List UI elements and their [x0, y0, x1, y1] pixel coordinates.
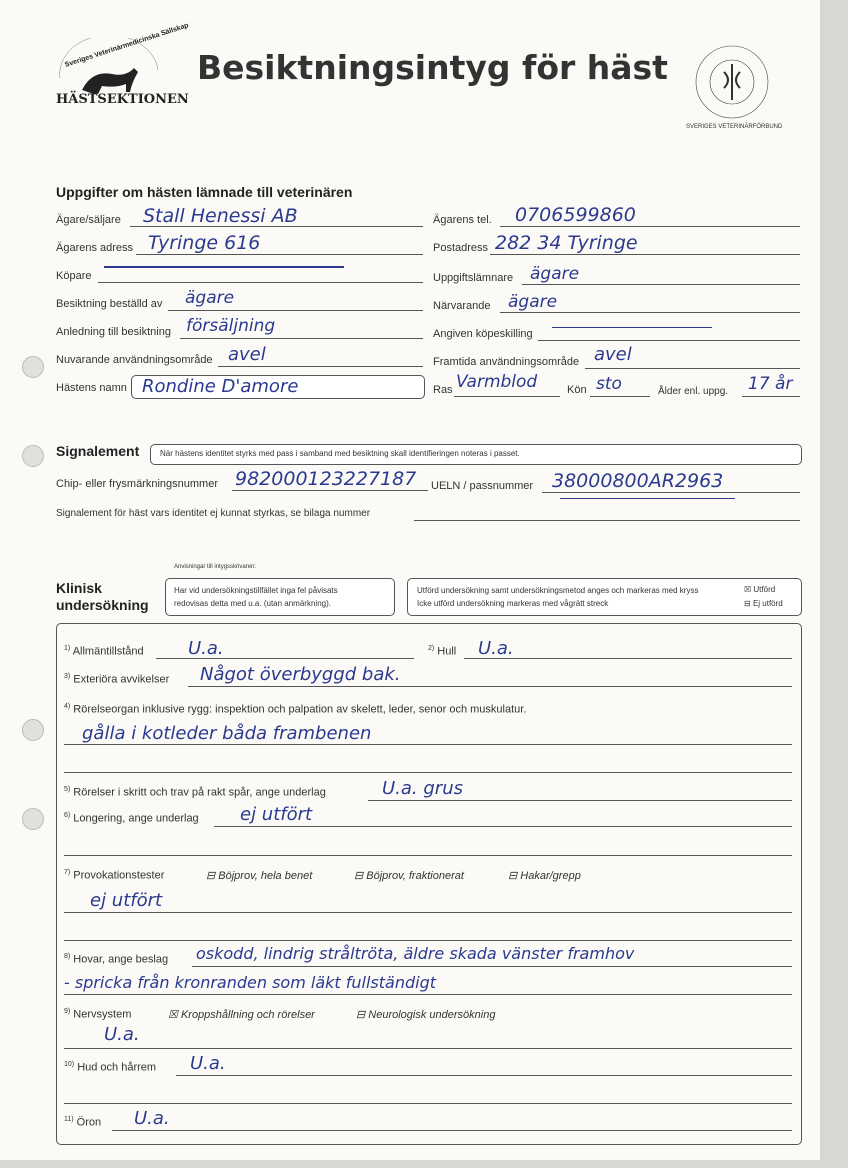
nerv-line-1 — [64, 1048, 792, 1049]
prov-line-1 — [64, 912, 792, 913]
bilaga-line — [414, 520, 800, 521]
hull-label-text: Hull — [437, 645, 457, 658]
kopare-label: Köpare — [56, 270, 92, 282]
hud-label-text: Hud och hårrem — [77, 1061, 157, 1074]
prov-opt1-text: Böjprov, hela benet — [218, 870, 313, 882]
hud-line-2 — [64, 1103, 792, 1104]
framtida-value[interactable]: avel — [594, 344, 632, 365]
oron-line — [112, 1130, 792, 1131]
dash-box-icon: ⊟ — [508, 870, 518, 882]
instr-right-1: Utförd undersökning samt undersökningsmetod anges och markeras med kryss — [417, 586, 699, 595]
ext-line — [188, 686, 792, 687]
bestallt-label: Besiktning beställd av — [56, 298, 163, 310]
agare-label: Ägare/säljare — [56, 214, 121, 226]
rorelse-line-2 — [64, 772, 792, 773]
tel-line — [500, 226, 800, 227]
punch-hole — [22, 808, 44, 830]
adress-value[interactable]: Tyringe 616 — [148, 232, 261, 254]
anledning-label: Anledning till besiktning — [56, 326, 171, 338]
namn-label: Hästens namn — [56, 382, 127, 394]
nuvarande-line — [218, 366, 423, 367]
allm-label: $^{1)}$ Allmäntillstånd — [64, 645, 144, 658]
nerv-opt2 — [356, 1008, 495, 1021]
instr-left-2: redovisas detta med u.a. (utan anmärkning). — [174, 599, 331, 608]
alder-value[interactable]: 17 år — [748, 374, 793, 394]
namn-value[interactable]: Rondine D'amore — [142, 376, 299, 397]
allm-value[interactable]: U.a. — [188, 638, 224, 659]
kopeskilling-dash — [552, 327, 712, 328]
ueln-value[interactable]: 38000800AR2963 — [552, 470, 724, 492]
uppgift-line — [522, 284, 800, 285]
hud-label: $^{10)}$ Hud och hårrem — [64, 1061, 157, 1074]
signalement-note: När hästens identitet styrks med pass i samband med besiktning skall identifieringen noteras i passet. — [160, 449, 520, 458]
prov-value[interactable]: ej utfört — [90, 890, 163, 911]
klinisk-title-2: undersökning — [56, 597, 149, 613]
checked-box-icon: ☒ — [744, 585, 752, 594]
ext-label: $^{3)}$ Exteriöra avvikelser — [64, 673, 170, 686]
hovar-value-1[interactable]: oskodd, lindrig stråltröta, äldre skada vänster framhov — [196, 944, 635, 963]
kopeskilling-label: Angiven köpeskilling — [433, 328, 533, 340]
page-title: Besiktningsintyg för häst — [197, 48, 668, 87]
hovar-label-text: Hovar, ange beslag — [73, 953, 169, 966]
klinisk-main-box — [56, 623, 802, 1145]
kon-label: Kön — [567, 384, 587, 396]
prov-opt3 — [508, 869, 581, 882]
hud-value[interactable]: U.a. — [190, 1053, 226, 1074]
bilaga-label: Signalement för häst vars identitet ej kunnat styrkas, se bilaga nummer — [56, 508, 371, 519]
legend-not-label: Ej utförd — [752, 599, 783, 608]
prov-opt2-text: Böjprov, fraktionerat — [366, 870, 464, 882]
narvarande-label: Närvarande — [433, 300, 491, 312]
kopare-line — [98, 282, 423, 283]
nuvarande-value[interactable]: avel — [228, 344, 266, 365]
prov-line-2 — [64, 940, 792, 941]
punch-hole — [22, 445, 44, 467]
instr-caption: Anvisningar till intygsskrivaren: — [174, 564, 257, 570]
nerv-opt1 — [168, 1008, 315, 1021]
ext-label-text: Exteriöra avvikelser — [73, 673, 170, 686]
hull-value[interactable]: U.a. — [478, 638, 514, 659]
rorelse-value[interactable]: gålla i kotleder båda frambenen — [82, 723, 372, 744]
signalement-title: Signalement — [56, 443, 140, 459]
framtida-label: Framtida användningsområde — [433, 356, 580, 368]
tel-value[interactable]: 0706599860 — [515, 204, 636, 226]
allm-label-text: Allmäntillstånd — [72, 645, 144, 658]
instr-left-1: Har vid undersökningstillfället inga fel påvisats — [174, 586, 338, 595]
nerv-label: $^{9)}$ Nervsystem — [64, 1008, 132, 1021]
punch-hole — [22, 356, 44, 378]
adress-line — [136, 254, 423, 255]
checked-box-icon: ☒ — [168, 1009, 178, 1021]
logo-sub-text: HÄSTSEKTIONEN — [56, 92, 189, 107]
rorelse-line-1 — [64, 744, 792, 745]
framtida-line — [585, 368, 800, 369]
agare-value[interactable]: Stall Henessi AB — [143, 205, 298, 227]
oron-label: $^{11)}$ Öron — [64, 1116, 102, 1129]
nerv-value[interactable]: U.a. — [104, 1024, 140, 1045]
hovar-value-2[interactable]: - spricka från kronranden som läkt fullständigt — [64, 973, 437, 992]
seal-text: SVERIGES VETERINÄRFÖRBUND — [686, 124, 783, 130]
veterinarforbund-seal — [692, 42, 772, 122]
anledning-value[interactable]: försäljning — [186, 316, 276, 336]
prov-opt2 — [354, 869, 464, 882]
klinisk-title-1: Klinisk — [56, 580, 102, 596]
alder-label: Ålder enl. uppg. — [658, 386, 729, 397]
skritt-label-text: Rörelser i skritt och trav på rakt spår, ange underlag — [73, 786, 326, 799]
nerv-opt2-text: Neurologisk undersökning — [368, 1009, 496, 1021]
owner-section-title: Uppgifter om hästen lämnade till veterinären — [56, 184, 353, 200]
instr-right-box — [407, 578, 802, 616]
dash-box-icon: ⊟ — [354, 870, 364, 882]
ueln-line — [542, 492, 800, 493]
long-label-text: Longering, ange underlag — [73, 812, 199, 825]
legend-done-label: Utförd — [753, 585, 776, 594]
bestallt-value[interactable]: ägare — [185, 288, 235, 308]
nuvarande-label: Nuvarande användningsområde — [56, 354, 213, 366]
long-line-2 — [64, 855, 792, 856]
anledning-line — [180, 338, 423, 339]
punch-hole — [22, 719, 44, 741]
ras-line — [454, 396, 560, 397]
logo-arc-text: Sveriges Veterinärmedicinska Sällskap — [64, 22, 190, 69]
ras-label: Ras — [433, 384, 453, 396]
chip-value[interactable]: 982000123227187 — [235, 468, 417, 490]
instr-left-box — [165, 578, 395, 616]
ueln-underline-mark — [560, 498, 735, 499]
ras-value[interactable]: Varmblod — [456, 372, 538, 392]
skritt-value[interactable]: U.a. grus — [382, 778, 463, 799]
long-value[interactable]: ej utfört — [240, 804, 313, 825]
narvarande-value[interactable]: ägare — [508, 292, 558, 312]
dash-box-icon: ⊟ — [206, 870, 216, 882]
postadress-line — [490, 254, 800, 255]
prov-label: $^{7)}$ Provokationstester — [64, 869, 165, 882]
kopare-dash — [104, 266, 344, 268]
narvarande-line — [500, 312, 800, 313]
skritt-label: $^{5)}$ Rörelser i skritt och trav på rakt spår, ange underlag — [64, 786, 326, 799]
alder-line — [742, 396, 800, 397]
rorelse-label-text: Rörelseorgan inklusive rygg: inspektion och palpation av skelett, leder, senor och muskulatur. — [73, 703, 527, 716]
ueln-label: UELN / passnummer — [431, 480, 534, 492]
ext-value[interactable]: Något överbyggd bak. — [200, 664, 401, 685]
uppgift-value[interactable]: ägare — [530, 264, 580, 284]
nerv-label-text: Nervsystem — [73, 1008, 132, 1021]
chip-line — [232, 490, 428, 491]
instr-right-2: Icke utförd undersökning markeras med vågrätt streck — [417, 599, 609, 608]
oron-label-text: Öron — [76, 1116, 102, 1129]
skritt-line — [368, 800, 792, 801]
nerv-opt1-text: Kroppshållning och rörelser — [180, 1009, 315, 1021]
hovar-line-2 — [64, 994, 792, 995]
bestallt-line — [168, 310, 423, 311]
hull-label: $^{2)}$ Hull — [428, 645, 457, 658]
oron-value[interactable]: U.a. — [134, 1108, 170, 1129]
postadress-value[interactable]: 282 34 Tyringe — [495, 232, 638, 254]
legend-not — [744, 599, 783, 608]
postadress-label: Postadress — [433, 242, 489, 254]
hovar-label: $^{8)}$ Hovar, ange beslag — [64, 953, 169, 966]
hovar-line-1 — [192, 966, 792, 967]
uppgift-label: Uppgiftslämnare — [433, 272, 514, 284]
tel-label: Ägarens tel. — [433, 214, 492, 226]
kopeskilling-line — [538, 340, 800, 341]
kon-value[interactable]: sto — [596, 374, 622, 394]
dash-box-icon: ⊟ — [356, 1009, 366, 1021]
long-line — [214, 826, 792, 827]
long-label: $^{6)}$ Longering, ange underlag — [64, 812, 199, 825]
hud-line — [176, 1075, 792, 1076]
prov-label-text: Provokationstester — [73, 869, 165, 882]
prov-opt3-text: Hakar/grepp — [520, 870, 581, 882]
dash-box-icon: ⊟ — [744, 599, 751, 608]
kon-line — [590, 396, 650, 397]
legend-done — [744, 585, 775, 594]
chip-label: Chip- eller frysmärkningsnummer — [56, 478, 218, 490]
prov-opt1 — [206, 869, 312, 882]
adress-label: Ägarens adress — [56, 242, 134, 254]
rorelse-label: $^{4)}$ Rörelseorgan inklusive rygg: inspektion och palpation av skelett, leder, senor och muskulatur. — [64, 703, 527, 716]
